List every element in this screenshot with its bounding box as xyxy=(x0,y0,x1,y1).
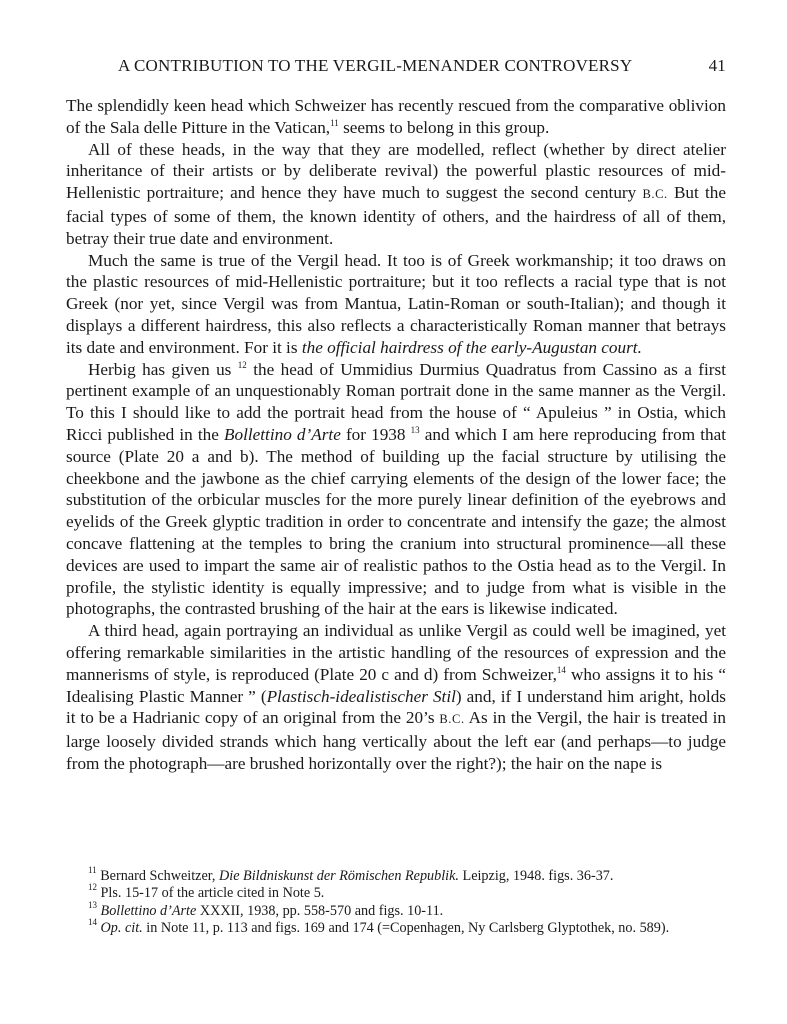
paragraph-4 xyxy=(66,359,726,621)
text-run: ) and, if I understand him aright, holds it to be a Hadrianic copy of an original from the 20’s xyxy=(66,686,726,728)
text-run: and which I am here reproducing from that source (Plate 20 a and b). The method of building up the facial structure by utilising the cheekbone and the jawbone as the chief carrying elements of the design of the lower face; the substitution of the orbicular muscles for the more purely linear definition of the eyebrows and eyelids of the Greek glyptic tradition in order to concentrate and intensify the gaze; the almost concave flattening at the temples to bring the cranium into structural prominence—all these devices are used to impart the same air of realistic pathos to the Ostia head as to the Vergil. In profile, the stylistic identity is equally impressive; and to judge from what is visible in the photographs, the contrasted brushing of the hair at the ears is likewise indicated. xyxy=(66,424,727,619)
footnote-number: 11 xyxy=(88,865,97,875)
italic-title: Bollettino d’Arte xyxy=(100,902,197,919)
footnotes xyxy=(66,865,726,938)
text-run: Leipzig, 1948. figs. 36-37. xyxy=(458,868,614,884)
body-text xyxy=(66,95,726,775)
footnote-number: 13 xyxy=(88,899,97,910)
footnote-number: 12 xyxy=(88,882,97,893)
text-run: Pls. 15-17 of the article cited in Note 5. xyxy=(97,885,325,902)
text-run: XXXII, 1938, pp. 558-570 and figs. 10-11. xyxy=(196,902,444,919)
footnote-ref-11: 11 xyxy=(330,117,339,128)
page-number: 41 xyxy=(708,56,726,75)
text-run: Bernard Schweitzer, xyxy=(96,868,220,884)
footnote-11 xyxy=(66,865,726,885)
text-run: the head of Ummidius Durmius Quadratus from Cassino as a first pertinent example of an unquestionably Roman portrait done in the same manner as the Vergil. To this I should like to add the portrait head from the house of “ Apuleius ” in Ostia, which Ricci published in the xyxy=(66,359,726,444)
text-run: As in the Vergil, the hair is treated in large loosely divided strands which hang vertically about the left ear (and perhaps—to judge from the photograph—are brushed horizontally over the right?); the hair on the nape is xyxy=(66,708,726,773)
paragraph-3 xyxy=(66,250,726,359)
text-run: for 1938 xyxy=(340,424,411,444)
text-run: The splendidly keen head which Schweizer has recently rescued from the comparative oblivion of the Sala delle Pitture in the Vatican, xyxy=(66,96,726,137)
paragraph-1 xyxy=(66,95,726,139)
italic-title: Die Bildniskunst der Römischen Republik. xyxy=(219,868,459,884)
small-caps-bc: B.C. xyxy=(439,712,465,727)
footnote-13 xyxy=(66,899,726,920)
footnote-14 xyxy=(66,917,726,937)
small-caps-bc: B.C. xyxy=(642,187,668,202)
italic-title: Op. cit. xyxy=(100,920,143,937)
text-run: seems to belong in this group. xyxy=(338,117,550,137)
text-run: who assigns it to his “ Idealising Plastic Manner ” ( xyxy=(66,664,726,706)
text-run: All of these heads, in the way that they are modelled, reflect (whether by direct atelier inheritance of their artists or by deliberate revival) the powerful plastic resources of mid-Hellenistic portraiture; and hence they have much to suggest the second century xyxy=(66,139,726,203)
running-title: A CONTRIBUTION TO THE VERGIL-MENANDER CONTROVERSY xyxy=(118,56,633,75)
text-run: But the facial types of some of them, the known identity of others, and the hairdress of all of them, betray their true date and environment. xyxy=(66,183,726,248)
text-run: Herbig has given us xyxy=(88,359,238,379)
paragraph-5 xyxy=(66,620,726,775)
text-run: A third head, again portraying an individual as unlike Vergil as could well be imagined, yet offering remarkable similarities in the artistic handling of the resources of expression and the mannerisms of style, is reproduced (Plate 20 c and d) from Schweizer, xyxy=(66,621,726,684)
italic-title: Bollettino d’Arte xyxy=(224,424,341,444)
footnote-ref-12: 12 xyxy=(237,359,247,370)
italic-phrase: the official hairdress of the early-Augustan court. xyxy=(301,337,642,357)
italic-term: Plastisch-idealistischer Stil xyxy=(266,686,456,706)
text-run: in Note 11, p. 113 and figs. 169 and 174 (=Copenhagen, Ny Carlsberg Glyptothek, no. 589). xyxy=(142,920,670,937)
footnote-number: 14 xyxy=(88,917,97,928)
paragraph-2 xyxy=(66,139,726,250)
footnote-12 xyxy=(66,882,726,902)
text-run: Much the same is true of the Vergil head. It too is of Greek workmanship; it too draws on the plastic resources of mid-Hellenistic portraiture; but it too reflects a racial type that is not Greek (nor yet, since Vergil was from Mantua, Latin-Roman or south-Italian); and though it displays a different hairdress, this also reflects a characteristically Roman manner that betrays its date and environment. For it is xyxy=(66,250,726,357)
footnote-ref-14: 14 xyxy=(556,664,566,675)
footnote-ref-13: 13 xyxy=(410,424,420,435)
